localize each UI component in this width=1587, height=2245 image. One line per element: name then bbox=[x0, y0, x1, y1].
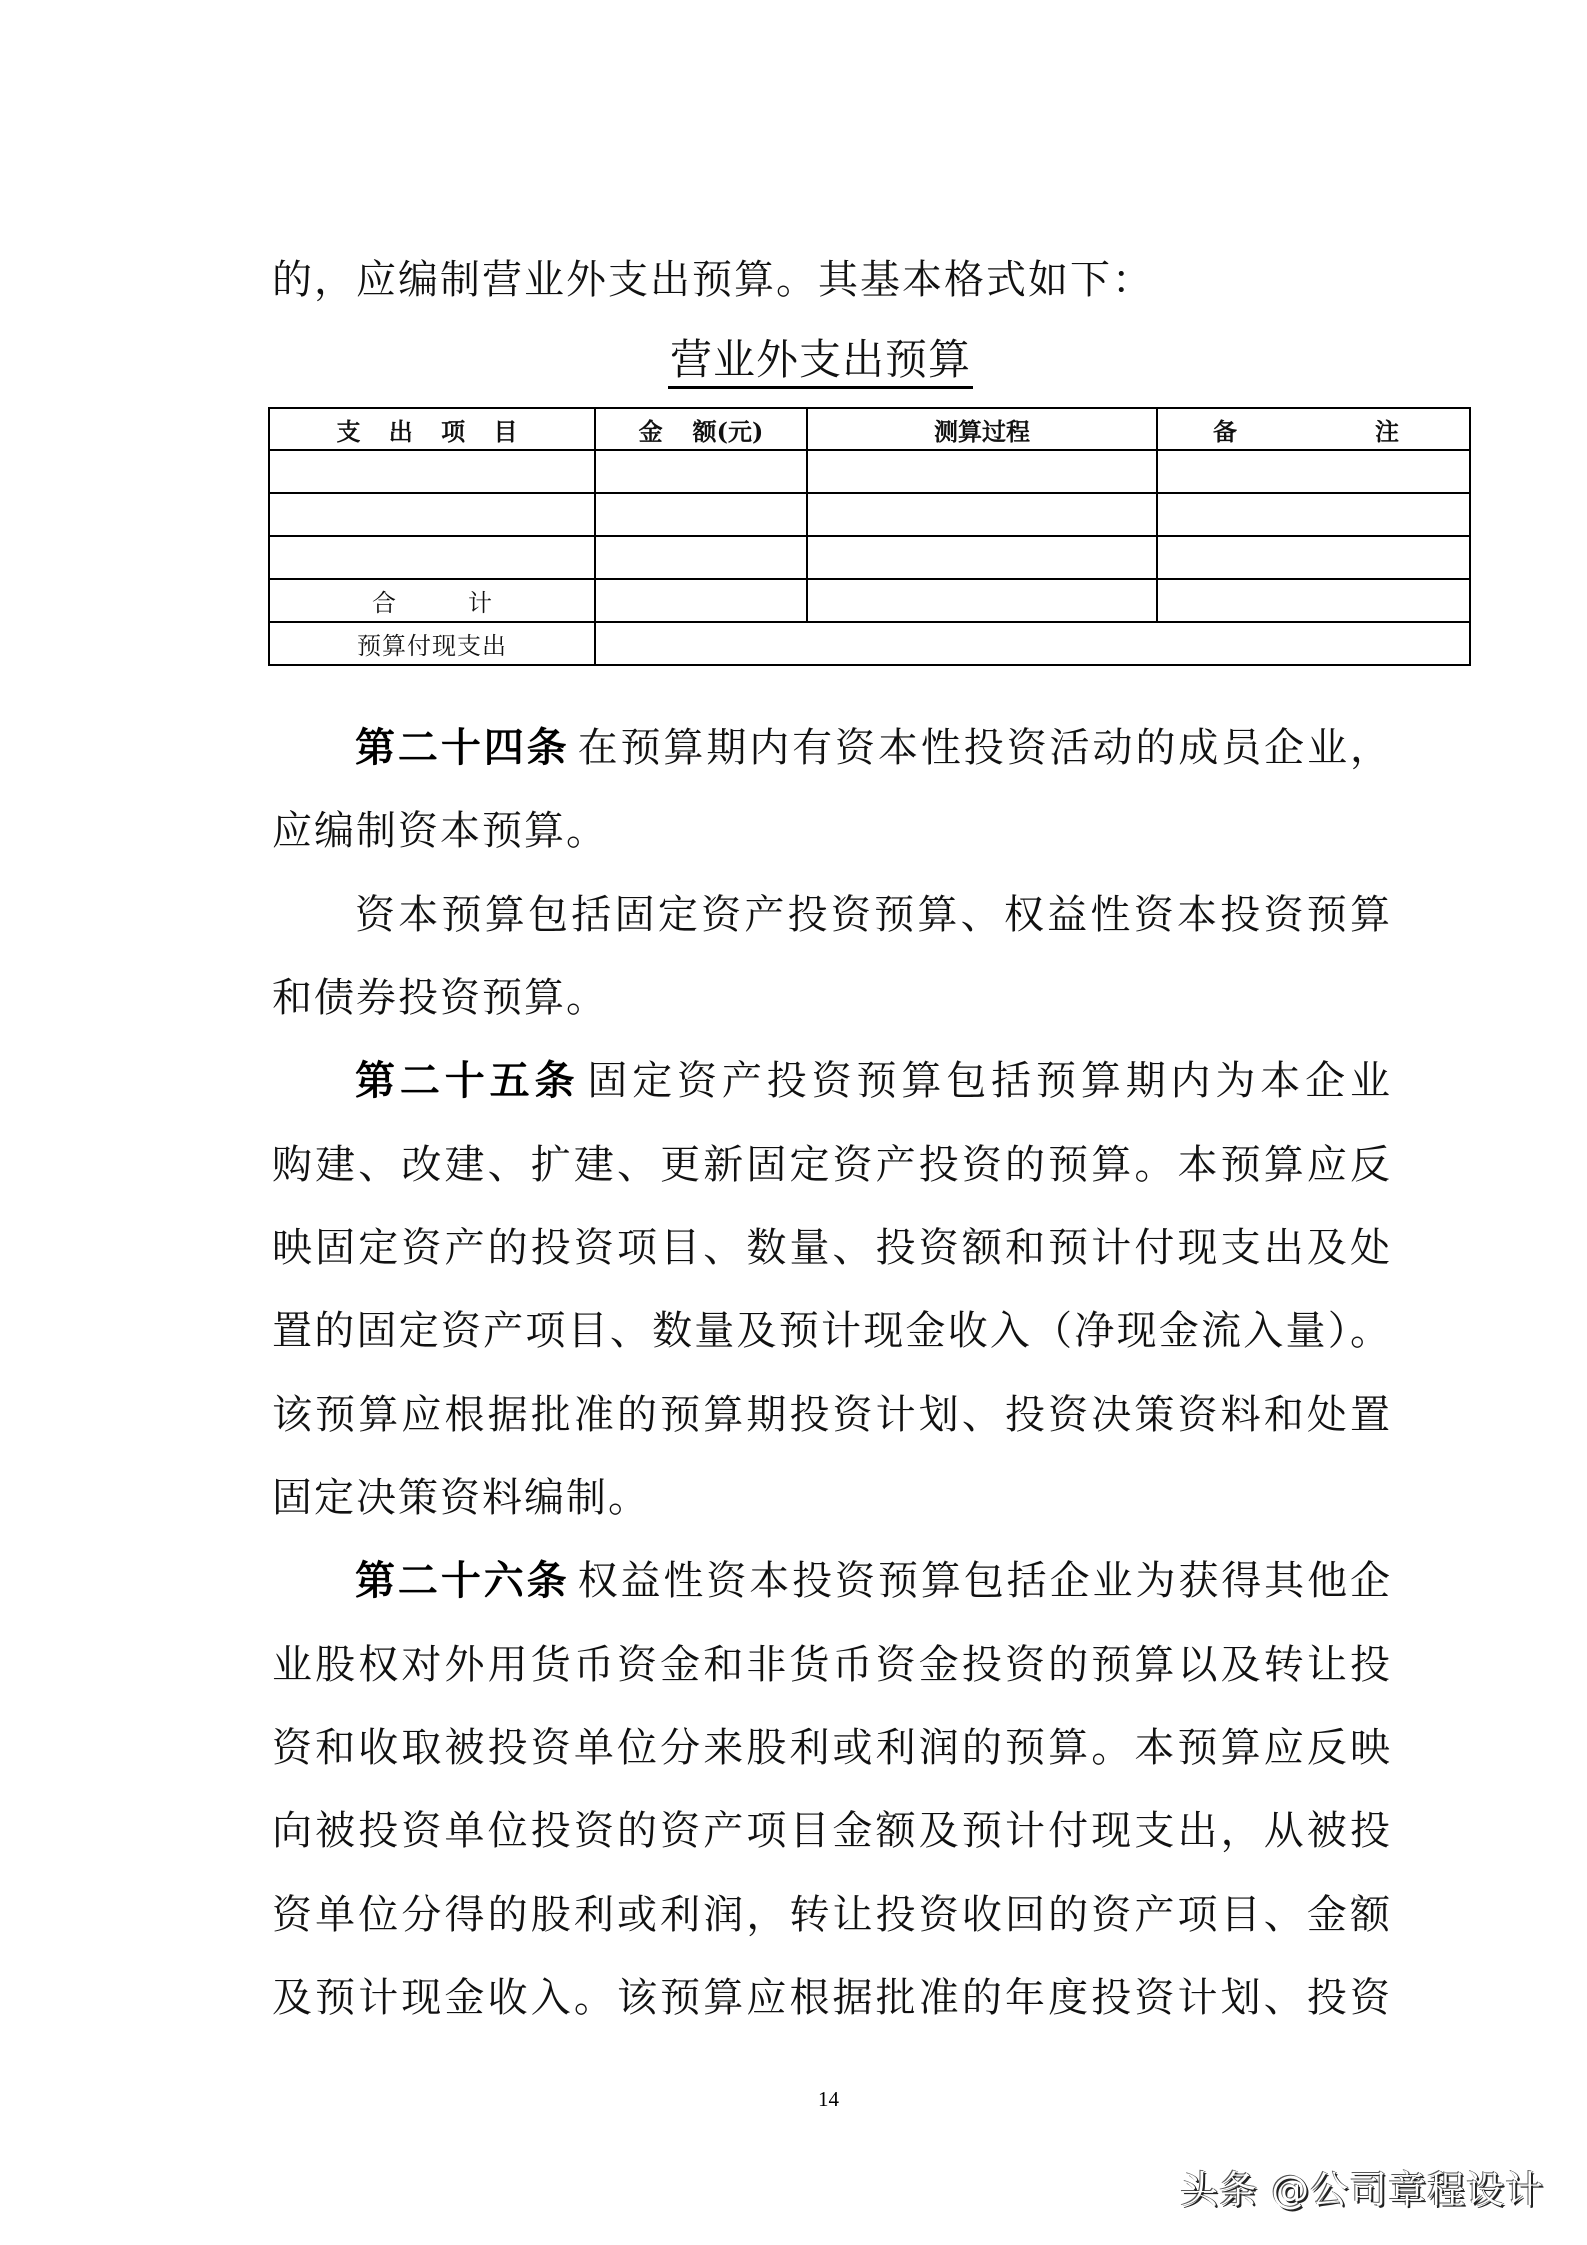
article-25-text-1: 固定资产投资预算包括预算期内为本企业 bbox=[587, 1058, 1391, 1104]
article-26-text-1: 权益性资本投资预算包括企业为获得其他企 bbox=[577, 1558, 1391, 1604]
header-amount-a: 金 bbox=[638, 416, 663, 446]
cell[interactable] bbox=[595, 493, 807, 536]
header-calc: 测算过程 bbox=[807, 408, 1157, 450]
watermark: 头条 @公司章程设计 bbox=[1180, 2168, 1545, 2212]
capital-para-line-1: 资本预算包括固定资产投资预算、权益性资本投资预算 bbox=[355, 892, 1390, 938]
header-note bbox=[1157, 408, 1470, 450]
cell[interactable] bbox=[807, 493, 1157, 536]
article-24-text-1: 在预算期内有资本性投资活动的成员企业， bbox=[577, 725, 1391, 771]
article-26-line-3: 资和收取被投资单位分来股利或利润的预算。本预算应反映 bbox=[272, 1725, 1390, 1771]
article-24-line-2: 应编制资本预算。 bbox=[272, 808, 608, 854]
article-25-line-2: 购建、改建、扩建、更新固定资产投资的预算。本预算应反 bbox=[272, 1142, 1390, 1188]
header-amount bbox=[595, 408, 807, 450]
table-title: 营业外支出预算 bbox=[668, 332, 973, 389]
article-25-keyword: 第二十五条 bbox=[355, 1057, 580, 1104]
article-24-keyword: 第二十四条 bbox=[355, 724, 570, 771]
cash-value-cell[interactable] bbox=[595, 622, 1470, 665]
header-note-a: 备 bbox=[1213, 416, 1237, 446]
cell[interactable] bbox=[269, 450, 595, 493]
header-note-b: 注 bbox=[1375, 416, 1399, 446]
total-label-a: 合 bbox=[372, 589, 396, 617]
cell[interactable] bbox=[1157, 493, 1470, 536]
cell[interactable] bbox=[595, 579, 807, 622]
article-26-keyword: 第二十六条 bbox=[355, 1557, 570, 1604]
cell[interactable] bbox=[269, 536, 595, 579]
article-26-line-4: 向被投资单位投资的资产项目金额及预计付现支出，从被投 bbox=[272, 1808, 1390, 1854]
cell[interactable] bbox=[807, 450, 1157, 493]
article-25-line-1 bbox=[355, 1039, 1390, 1123]
total-row bbox=[269, 579, 1470, 622]
article-26-line-1 bbox=[355, 1539, 1390, 1623]
cell[interactable] bbox=[1157, 450, 1470, 493]
header-item: 支 出 项 目 bbox=[269, 408, 595, 450]
cash-label: 预算付现支出 bbox=[269, 622, 595, 665]
cell[interactable] bbox=[1157, 536, 1470, 579]
cell[interactable] bbox=[1157, 579, 1470, 622]
table-row bbox=[269, 536, 1470, 579]
cash-row bbox=[269, 622, 1470, 665]
capital-para-line-2: 和债券投资预算。 bbox=[272, 975, 608, 1021]
article-26-line-6: 及预计现金收入。该预算应根据批准的年度投资计划、投资 bbox=[272, 1975, 1390, 2021]
budget-table bbox=[268, 407, 1471, 666]
cell[interactable] bbox=[807, 579, 1157, 622]
page-number: 14 bbox=[818, 2087, 839, 2111]
cell[interactable] bbox=[269, 493, 595, 536]
total-label bbox=[269, 579, 595, 622]
article-25-line-3: 映固定资产的投资项目、数量、投资额和预计付现支出及处 bbox=[272, 1225, 1390, 1271]
table-row bbox=[269, 493, 1470, 536]
table-row bbox=[269, 450, 1470, 493]
cell[interactable] bbox=[595, 536, 807, 579]
article-26-line-5: 资单位分得的股利或利润，转让投资收回的资产项目、金额 bbox=[272, 1892, 1390, 1938]
article-26-line-2: 业股权对外用货币资金和非货币资金投资的预算以及转让投 bbox=[272, 1642, 1390, 1688]
table-header-row bbox=[269, 408, 1470, 450]
total-label-b: 计 bbox=[468, 589, 492, 617]
article-25-line-4: 置的固定资产项目、数量及预计现金收入（净现金流入量）。 bbox=[272, 1308, 1390, 1354]
intro-line: 的，应编制营业外支出预算。其基本格式如下： bbox=[272, 257, 1154, 303]
article-25-line-5: 该预算应根据批准的预算期投资计划、投资决策资料和处置 bbox=[272, 1392, 1390, 1438]
cell[interactable] bbox=[807, 536, 1157, 579]
article-25-line-6: 固定决策资料编制。 bbox=[272, 1475, 650, 1521]
article-24-line-1 bbox=[355, 706, 1390, 790]
header-amount-b: 额(元) bbox=[692, 416, 764, 446]
cell[interactable] bbox=[595, 450, 807, 493]
